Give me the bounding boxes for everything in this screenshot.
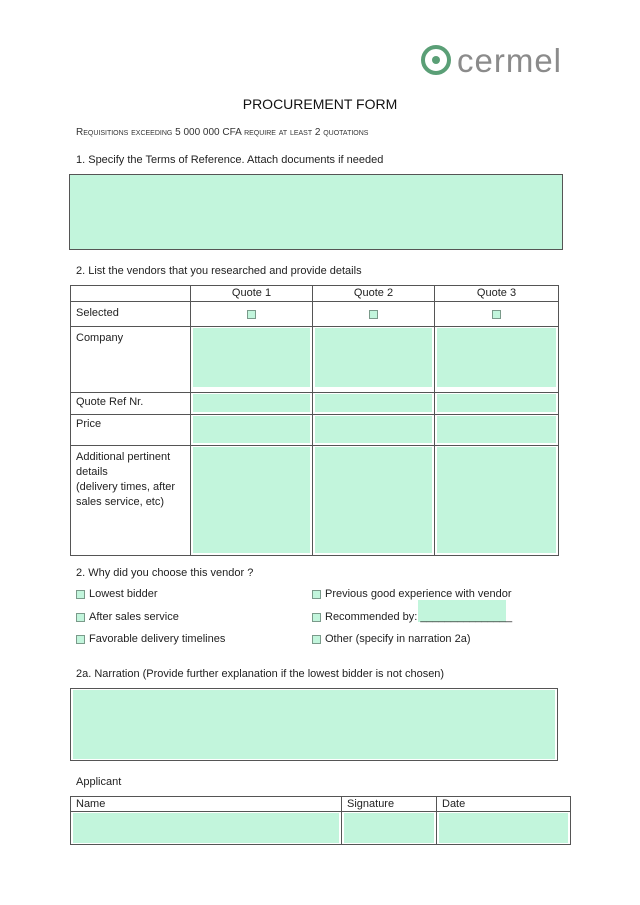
lowest-bidder-label: Lowest bidder <box>89 588 158 600</box>
header-empty <box>71 286 191 302</box>
header-signature: Signature <box>342 797 437 812</box>
row-label-quote-ref: Quote Ref Nr. <box>71 393 191 415</box>
quote-1-selected-cell <box>191 302 313 327</box>
quote-2-ref-field[interactable] <box>315 394 432 412</box>
additional-line-1: Additional pertinent details <box>76 451 171 478</box>
quote-1-additional-cell <box>191 446 313 556</box>
quote-1-selected-checkbox[interactable] <box>247 310 256 319</box>
subtitle: Requisitions exceeding 5 000 000 CFA require at least 2 quotations <box>76 127 369 138</box>
quote-2-ref-cell <box>313 393 435 415</box>
option-after-sales[interactable] <box>76 611 179 623</box>
quote-2-selected-checkbox[interactable] <box>369 310 378 319</box>
quote-3-price-field[interactable] <box>437 416 556 443</box>
quote-2-additional-cell <box>313 446 435 556</box>
recommended-label: Recommended by: _______________ <box>325 611 513 623</box>
signature-cell <box>342 812 437 845</box>
applicant-header-row <box>71 797 571 812</box>
vendors-table <box>70 285 559 556</box>
header-name: Name <box>71 797 342 812</box>
row-label-price: Price <box>71 415 191 446</box>
name-cell <box>71 812 342 845</box>
quote-1-ref-cell <box>191 393 313 415</box>
quote-3-additional-field[interactable] <box>437 447 556 553</box>
section-2-label: 2. List the vendors that you researched and provide details <box>76 265 362 277</box>
page-title: PROCUREMENT FORM <box>242 96 398 112</box>
name-field[interactable] <box>73 813 339 843</box>
table-row <box>71 415 559 446</box>
quote-3-ref-cell <box>435 393 559 415</box>
quote-1-price-field[interactable] <box>193 416 310 443</box>
section-1-label: 1. Specify the Terms of Reference. Attach documents if needed <box>76 154 384 166</box>
option-recommended[interactable] <box>312 611 512 623</box>
header-date: Date <box>437 797 571 812</box>
quote-1-price-cell <box>191 415 313 446</box>
quote-3-selected-checkbox[interactable] <box>492 310 501 319</box>
option-previous-experience[interactable] <box>312 588 512 600</box>
applicant-row <box>71 812 571 845</box>
quote-3-company-field[interactable] <box>437 328 556 387</box>
additional-line-2: (delivery times, after sales service, etc) <box>76 481 176 508</box>
date-field[interactable] <box>439 813 568 843</box>
section-2a-label: 2a. Narration (Provide further explanation if the lowest bidder is not chosen) <box>76 668 445 680</box>
signature-field[interactable] <box>344 813 434 843</box>
quote-2-selected-cell <box>313 302 435 327</box>
quote-1-additional-field[interactable] <box>193 447 310 553</box>
header-quote-3: Quote 3 <box>435 286 559 302</box>
table-header-row <box>71 286 559 302</box>
quote-3-selected-cell <box>435 302 559 327</box>
applicant-table <box>70 796 571 845</box>
table-row <box>71 446 559 556</box>
recommended-checkbox[interactable] <box>312 613 321 622</box>
table-row <box>71 327 559 393</box>
quote-2-price-cell <box>313 415 435 446</box>
date-cell <box>437 812 571 845</box>
narration-field[interactable] <box>73 690 555 759</box>
delivery-checkbox[interactable] <box>76 635 85 644</box>
quote-2-company-cell <box>313 327 435 393</box>
row-label-selected: Selected <box>71 302 191 327</box>
row-label-additional <box>71 446 191 556</box>
quote-2-additional-field[interactable] <box>315 447 432 553</box>
narration-box <box>70 688 558 761</box>
quote-3-price-cell <box>435 415 559 446</box>
applicant-label: Applicant <box>76 776 122 788</box>
previous-experience-label: Previous good experience with vendor <box>325 588 512 600</box>
quote-2-price-field[interactable] <box>315 416 432 443</box>
option-other[interactable] <box>312 633 471 645</box>
section-2b-label: 2. Why did you choose this vendor ? <box>76 567 254 579</box>
quote-3-additional-cell <box>435 446 559 556</box>
quote-3-ref-field[interactable] <box>437 394 556 412</box>
quote-3-company-cell <box>435 327 559 393</box>
logo-icon <box>421 45 451 75</box>
table-row <box>71 302 559 327</box>
header-quote-1: Quote 1 <box>191 286 313 302</box>
option-lowest-bidder[interactable] <box>76 588 158 600</box>
other-label: Other (specify in narration 2a) <box>325 633 471 645</box>
delivery-label: Favorable delivery timelines <box>89 633 226 645</box>
row-label-company: Company <box>71 327 191 393</box>
quote-1-company-field[interactable] <box>193 328 310 387</box>
logo-text: cermel <box>457 41 563 79</box>
quote-2-company-field[interactable] <box>315 328 432 387</box>
previous-experience-checkbox[interactable] <box>312 590 321 599</box>
logo <box>421 40 562 80</box>
other-checkbox[interactable] <box>312 635 321 644</box>
terms-of-reference-field[interactable] <box>69 174 563 250</box>
quote-1-company-cell <box>191 327 313 393</box>
option-delivery[interactable] <box>76 633 225 645</box>
quote-1-ref-field[interactable] <box>193 394 310 412</box>
table-row <box>71 393 559 415</box>
after-sales-label: After sales service <box>89 611 179 623</box>
header-quote-2: Quote 2 <box>313 286 435 302</box>
lowest-bidder-checkbox[interactable] <box>76 590 85 599</box>
after-sales-checkbox[interactable] <box>76 613 85 622</box>
